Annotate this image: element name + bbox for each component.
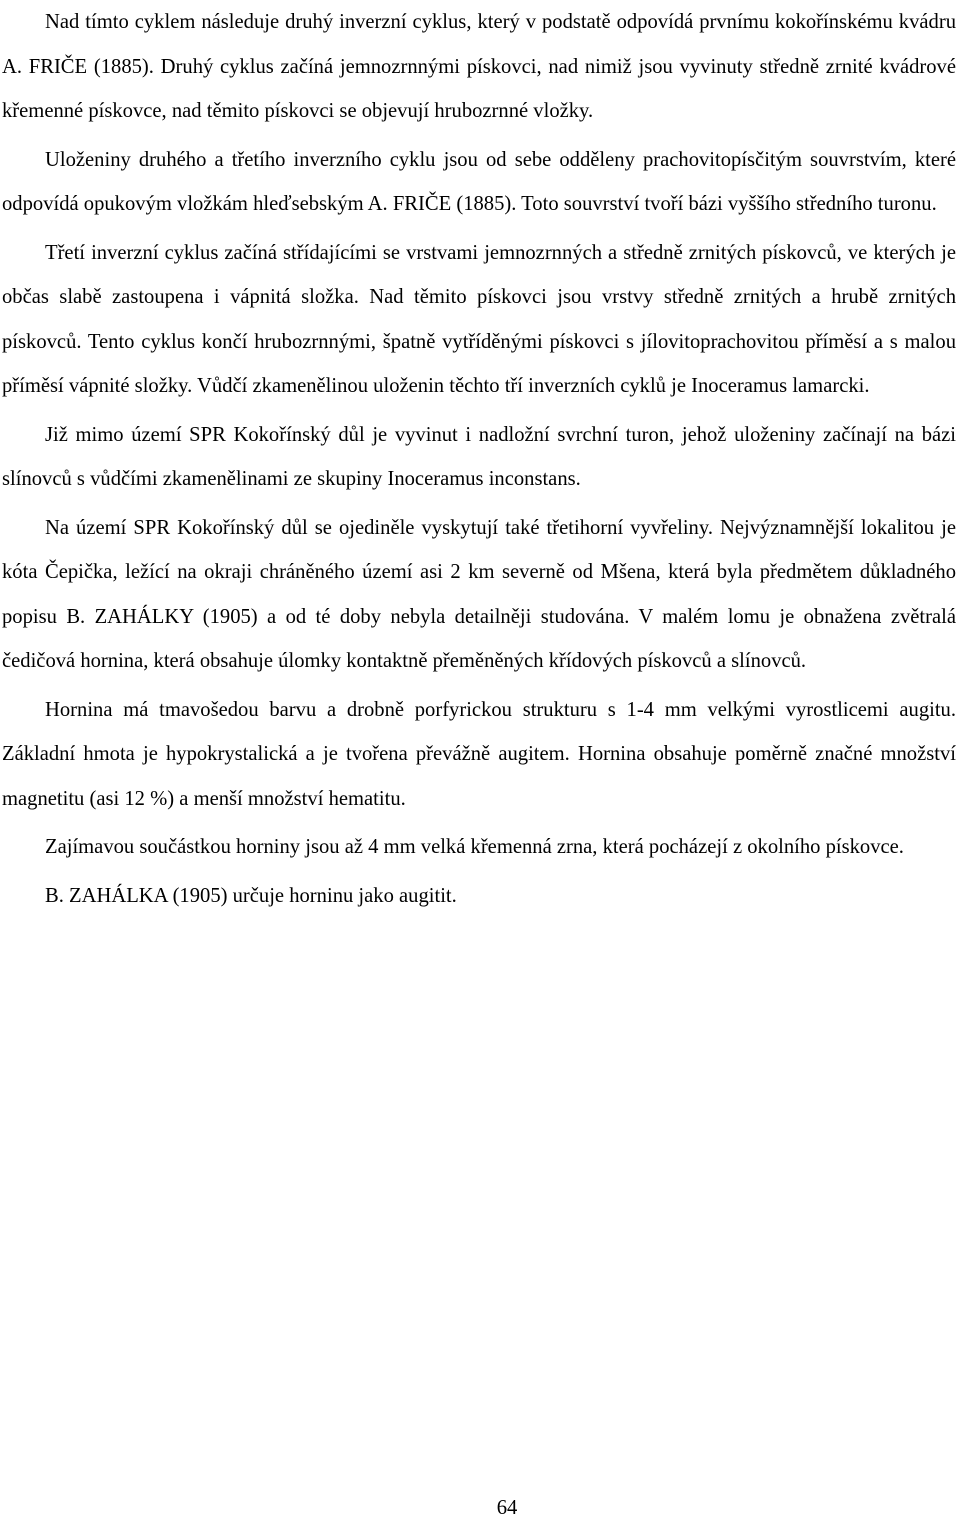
document-body [2,0,956,922]
paragraph-volcanic-rocks: Na území SPR Kokořínský důl se ojediněle vyskytují také třetihorní vyvřeliny. Nejvýznamnější lokalitou je kóta Čepička, ležící na okraji chráněného území asi 2 km severně od Mšena, která byla předmětem důkladného popisu B. ZAHÁLKY (1905) a od té doby nebyla detailněji studována. V malém lomu je obnažena zvětralá čedičová hornina, která obsahuje úlomky kontaktně přeměněných křídových pískovců a slínovců. [2,516,956,672]
paragraph-third-cycle: Třetí inverzní cyklus začíná střídajícími se vrstvami jemnozrnných a středně zrnitých pískovců, ve kterých je občas slabě zastoupena i vápnitá složka. Nad těmito pískovci jsou vrstvy středně zrnitých a hrubě zrnitých pískovců. Tento cyklus končí hrubozrnnými, špatně vytříděnými pískovci s jílovitoprachovitou příměsí a s malou příměsí vápnité složky. Vůdčí zkamenělinou uloženin těchto tří inverzních cyklů je Inoceramus lamarcki. [2,241,956,397]
paragraph-cycle-separation: Uloženiny druhého a třetího inverzního cyklu jsou od sebe odděleny prachovitopísčitým souvrstvím, které odpovídá opukovým vložkám hleďsebským A. FRIČE (1885). Toto souvrství tvoří bázi vyššího středního turonu. [2,148,956,215]
paragraph-quartz-grains: Zajímavou součástkou horniny jsou až 4 mm velká křemenná zrna, která pocházejí z okolního pískovce. [45,836,904,858]
paragraph-upper-turonian: Již mimo území SPR Kokořínský důl je vyvinut i nadložní svrchní turon, jehož uloženiny začínají na bázi slínovců s vůdčími zkamenělinami ze skupiny Inoceramus inconstans. [2,423,956,490]
paragraph-rock-description: Hornina má tmavošedou barvu a drobně porfyrickou strukturu s 1-4 mm velkými vyrostlicemi augitu. Základní hmota je hypokrystalická a je tvořena převážně augitem. Hornina obsahuje poměrně značné množství magnetitu (asi 12 %) a menší množství hematitu. [2,698,956,810]
paragraph-zahalka-classification: B. ZAHÁLKA (1905) určuje horninu jako augitit. [45,884,457,907]
paragraph-second-cycle: Nad tímto cyklem následuje druhý inverzní cyklus, který v podstatě odpovídá prvnímu kokořínskému kvádru A. FRIČE (1885). Druhý cyklus začíná jemnozrnnými pískovci, nad nimiž jsou vyvinuty středně zrnité kvádrové křemenné pískovce, nad těmito pískovci se objevují hrubozrnné vložky. [2,11,956,122]
page-number: 64 [496,1497,518,1519]
